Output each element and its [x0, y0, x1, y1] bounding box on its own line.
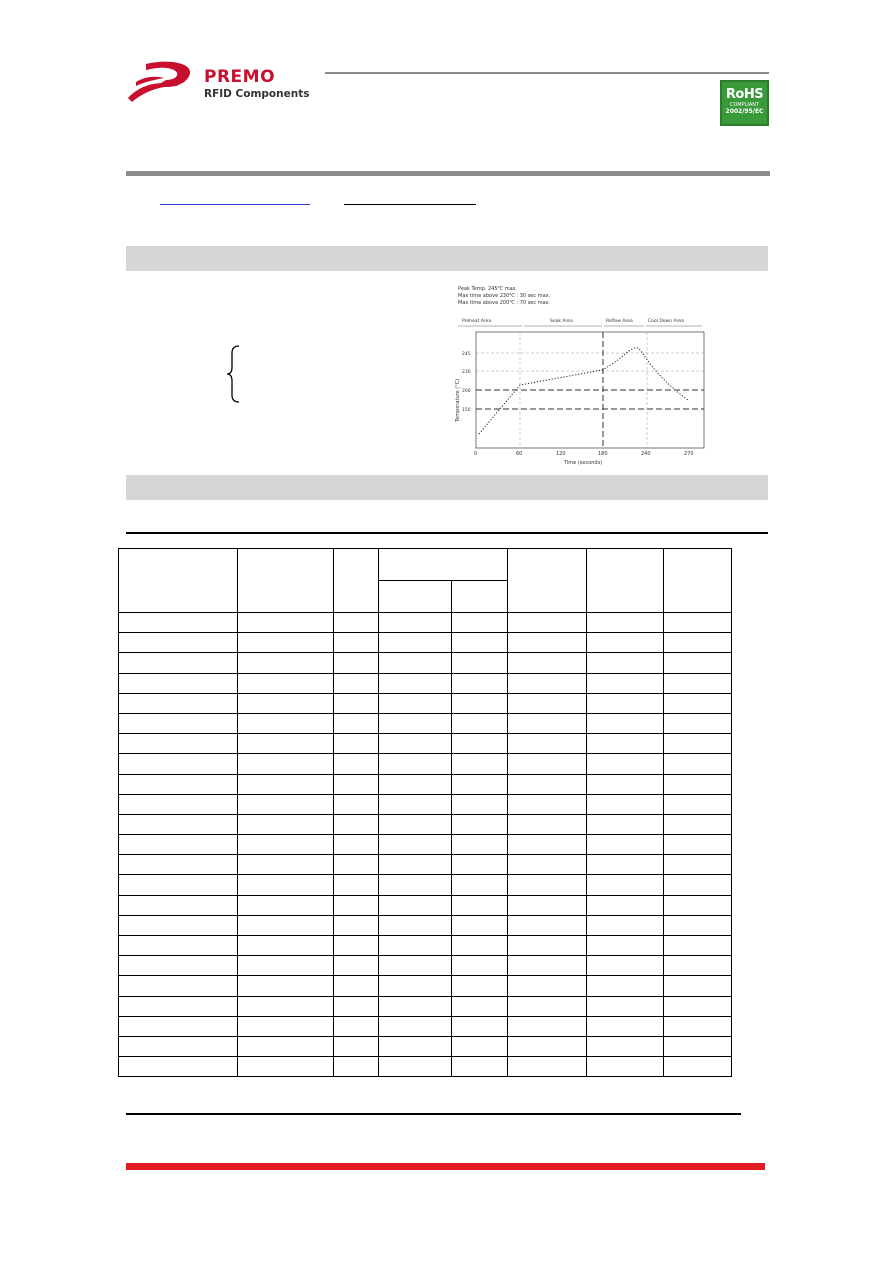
table-cell [119, 653, 238, 673]
table-cell [587, 673, 664, 693]
table-cell [508, 976, 587, 996]
chart-header-line: Max time above 200℃ : 70 sec max. [458, 300, 551, 306]
table-row [119, 734, 732, 754]
table-cell [508, 673, 587, 693]
header-divider [325, 72, 769, 74]
reflow-profile-chart [452, 282, 707, 468]
table-cell [119, 996, 238, 1016]
section-divider [126, 171, 770, 176]
table-cell [508, 713, 587, 733]
y-tick: 200 [462, 389, 471, 394]
table-cell [664, 754, 732, 774]
table-cell [238, 835, 334, 855]
table-cell [508, 613, 587, 633]
table-cell [664, 1016, 732, 1036]
table-cell [587, 996, 664, 1016]
table-cell [452, 996, 508, 1016]
footer-red-bar [126, 1163, 765, 1170]
table-cell [334, 996, 379, 1016]
table-cell [379, 1016, 452, 1036]
table-row [119, 794, 732, 814]
table-cell [334, 895, 379, 915]
y-tick: 230 [462, 370, 471, 375]
table-cell [334, 936, 379, 956]
table-cell [119, 875, 238, 895]
y-tick: 245 [462, 352, 471, 357]
table-cell [334, 814, 379, 834]
table-cell [379, 754, 452, 774]
zone-label: Cool Down Area [648, 319, 684, 324]
table-cell [119, 633, 238, 653]
table-cell [379, 976, 452, 996]
table-cell [334, 673, 379, 693]
table-cell [334, 1036, 379, 1056]
profile-curve [479, 348, 688, 434]
table-row [119, 693, 732, 713]
table-row [119, 996, 732, 1016]
table-cell [238, 915, 334, 935]
zone-label: Reflow Area [606, 319, 633, 324]
table-cell [238, 814, 334, 834]
table-cell [508, 1057, 587, 1077]
table-cell [508, 633, 587, 653]
table-cell [664, 875, 732, 895]
table-cell [664, 996, 732, 1016]
table-cell [379, 1036, 452, 1056]
table-cell [238, 673, 334, 693]
rohs-line1: COMPLIANT [729, 102, 760, 108]
table-cell [664, 653, 732, 673]
table-row [119, 713, 732, 733]
table-cell [379, 1057, 452, 1077]
table-cell [452, 774, 508, 794]
y-tick: 150 [462, 408, 471, 413]
table-cell [119, 835, 238, 855]
table-cell [119, 693, 238, 713]
table-cell [508, 855, 587, 875]
table-row [119, 895, 732, 915]
table-cell [119, 855, 238, 875]
table-cell [379, 713, 452, 733]
table-cell [238, 1016, 334, 1036]
y-axis-label: Temperature (°C) [455, 378, 461, 422]
logo-brand: PREMO [204, 67, 276, 87]
table-cell [587, 693, 664, 713]
table-cell [238, 1036, 334, 1056]
table-cell [334, 693, 379, 713]
table-header-cell [508, 549, 587, 613]
table-row [119, 1016, 732, 1036]
table-cell [334, 1057, 379, 1077]
table-cell [664, 855, 732, 875]
table-header-cell [664, 549, 732, 613]
table-row [119, 613, 732, 633]
zone-label: Soak Area [550, 319, 573, 324]
table-cell [379, 633, 452, 653]
table-cell [452, 875, 508, 895]
table-cell [379, 613, 452, 633]
x-tick: 240 [641, 451, 651, 457]
table-cell [334, 976, 379, 996]
section-header-bar [126, 246, 768, 271]
table-cell [379, 794, 452, 814]
table-cell [452, 976, 508, 996]
table-cell [664, 633, 732, 653]
table-cell [452, 754, 508, 774]
table-cell [664, 956, 732, 976]
table-cell [508, 754, 587, 774]
table-cell [334, 1016, 379, 1036]
table-row [119, 673, 732, 693]
table-cell [119, 976, 238, 996]
table-row [119, 754, 732, 774]
spec-table [118, 548, 732, 1077]
table-cell [238, 936, 334, 956]
table-cell [238, 774, 334, 794]
table-cell [587, 1036, 664, 1056]
rohs-title: RoHS [725, 87, 764, 102]
section-header-bar [126, 475, 768, 500]
table-cell [587, 956, 664, 976]
chart-header-line: Max time above 230℃ : 30 sec max. [458, 293, 551, 299]
table-cell [587, 653, 664, 673]
table-top-rule [126, 532, 768, 534]
table-cell [334, 754, 379, 774]
table-row [119, 835, 732, 855]
table-cell [452, 956, 508, 976]
table-cell [508, 734, 587, 754]
table-cell [119, 673, 238, 693]
table-cell [452, 713, 508, 733]
table-cell [664, 774, 732, 794]
table-row [119, 976, 732, 996]
table-cell [238, 996, 334, 1016]
table-subheader-cell [452, 581, 508, 613]
table-cell [379, 814, 452, 834]
table-row [119, 653, 732, 673]
table-cell [334, 734, 379, 754]
table-cell [334, 774, 379, 794]
table-cell [334, 794, 379, 814]
table-cell [508, 835, 587, 855]
table-bottom-rule [126, 1113, 741, 1115]
table-cell [334, 653, 379, 673]
table-cell [119, 754, 238, 774]
table-cell [587, 1016, 664, 1036]
table-cell [238, 613, 334, 633]
table-cell [119, 713, 238, 733]
table-cell [119, 814, 238, 834]
table-cell [587, 734, 664, 754]
table-cell [379, 653, 452, 673]
table-cell [587, 1057, 664, 1077]
table-cell [238, 956, 334, 976]
table-row [119, 855, 732, 875]
table-cell [452, 1036, 508, 1056]
table-cell [119, 956, 238, 976]
table-cell [379, 936, 452, 956]
table-cell [508, 915, 587, 935]
table-cell [664, 1036, 732, 1056]
x-tick: 0 [474, 451, 478, 457]
table-cell [664, 915, 732, 935]
table-cell [334, 633, 379, 653]
table-cell [238, 875, 334, 895]
table-cell [452, 915, 508, 935]
table-cell [508, 895, 587, 915]
table-cell [238, 794, 334, 814]
x-tick: 60 [516, 451, 523, 457]
table-row [119, 1057, 732, 1077]
x-axis-label: Time (seconds) [564, 460, 603, 466]
table-cell [587, 633, 664, 653]
table-cell [379, 956, 452, 976]
table-cell [238, 1057, 334, 1077]
table-cell [664, 1057, 732, 1077]
table-cell [379, 774, 452, 794]
table-cell [452, 1016, 508, 1036]
table-cell [587, 754, 664, 774]
table-header-cell [238, 549, 334, 613]
table-cell [379, 855, 452, 875]
table-cell [587, 976, 664, 996]
table-cell [587, 613, 664, 633]
table-cell [664, 734, 732, 754]
table-cell [452, 936, 508, 956]
table-cell [587, 814, 664, 834]
table-cell [587, 895, 664, 915]
table-cell [119, 794, 238, 814]
table-cell [379, 734, 452, 754]
table-cell [587, 936, 664, 956]
table-cell [452, 613, 508, 633]
chart-header-line: Peak Temp. 245℃ max. [458, 286, 518, 292]
rohs-line2: 2002/95/EC [725, 108, 764, 115]
table-header-cell [587, 549, 664, 613]
table-cell [379, 996, 452, 1016]
table-cell [452, 673, 508, 693]
table-cell [452, 814, 508, 834]
table-cell [379, 835, 452, 855]
table-row [119, 814, 732, 834]
table-cell [119, 1036, 238, 1056]
table-row [119, 633, 732, 653]
table-cell [587, 774, 664, 794]
table-cell [452, 693, 508, 713]
table-row [119, 1036, 732, 1056]
table-row [119, 936, 732, 956]
table-cell [508, 956, 587, 976]
table-cell [452, 653, 508, 673]
x-tick: 180 [598, 451, 608, 457]
table-row [119, 875, 732, 895]
table-row [119, 915, 732, 935]
table-cell [664, 713, 732, 733]
table-cell [664, 794, 732, 814]
table-cell [379, 693, 452, 713]
table-cell [508, 653, 587, 673]
table-cell [238, 855, 334, 875]
x-tick: 120 [556, 451, 566, 457]
table-header-cell [379, 549, 508, 581]
brace-icon [226, 345, 240, 403]
table-cell [119, 1016, 238, 1036]
table-body [119, 613, 732, 1077]
table-cell [238, 976, 334, 996]
table-cell [587, 835, 664, 855]
table-cell [452, 835, 508, 855]
table-cell [119, 734, 238, 754]
table-cell [119, 774, 238, 794]
table-cell [334, 835, 379, 855]
table-cell [334, 713, 379, 733]
table-cell [664, 673, 732, 693]
table-cell [379, 915, 452, 935]
table-cell [508, 996, 587, 1016]
table-cell [508, 794, 587, 814]
table-cell [238, 734, 334, 754]
x-tick: 270 [684, 451, 694, 457]
table-cell [587, 875, 664, 895]
table-cell [379, 673, 452, 693]
table-cell [452, 633, 508, 653]
table-cell [334, 956, 379, 976]
table-cell [119, 895, 238, 915]
table-cell [508, 814, 587, 834]
table-cell [508, 936, 587, 956]
table-cell [452, 734, 508, 754]
table-cell [238, 633, 334, 653]
table-cell [379, 895, 452, 915]
table-cell [508, 875, 587, 895]
table-cell [238, 653, 334, 673]
table-header-cell [334, 549, 379, 613]
table-cell [452, 895, 508, 915]
table-cell [508, 693, 587, 713]
table-cell [379, 875, 452, 895]
table-cell [452, 794, 508, 814]
link-underline[interactable] [160, 204, 310, 205]
table-cell [664, 976, 732, 996]
table-cell [119, 613, 238, 633]
table-cell [119, 915, 238, 935]
table-row [119, 774, 732, 794]
premo-swoosh-icon [126, 58, 204, 108]
table-cell [587, 713, 664, 733]
table-subheader-cell [379, 581, 452, 613]
table-cell [238, 754, 334, 774]
table-cell [664, 613, 732, 633]
table-cell [587, 855, 664, 875]
table-cell [238, 693, 334, 713]
zone-label: Preheat Area [462, 319, 492, 324]
table-cell [508, 774, 587, 794]
table-cell [334, 915, 379, 935]
table-cell [119, 936, 238, 956]
table-cell [664, 835, 732, 855]
table-cell [238, 895, 334, 915]
table-cell [664, 693, 732, 713]
table-cell [508, 1016, 587, 1036]
table-cell [664, 936, 732, 956]
logo-tagline: RFID Components [204, 88, 310, 100]
table-row [119, 956, 732, 976]
company-logo [126, 58, 311, 108]
table-cell [238, 713, 334, 733]
table-cell [452, 1057, 508, 1077]
table-cell [664, 814, 732, 834]
table-cell [508, 1036, 587, 1056]
table-cell [334, 855, 379, 875]
table-cell [587, 915, 664, 935]
table-cell [452, 855, 508, 875]
table-cell [664, 895, 732, 915]
table-cell [119, 1057, 238, 1077]
table-cell [334, 613, 379, 633]
text-underline [344, 204, 476, 205]
rohs-badge [720, 80, 769, 126]
table-cell [587, 794, 664, 814]
table-header-cell [119, 549, 238, 613]
table-cell [334, 875, 379, 895]
